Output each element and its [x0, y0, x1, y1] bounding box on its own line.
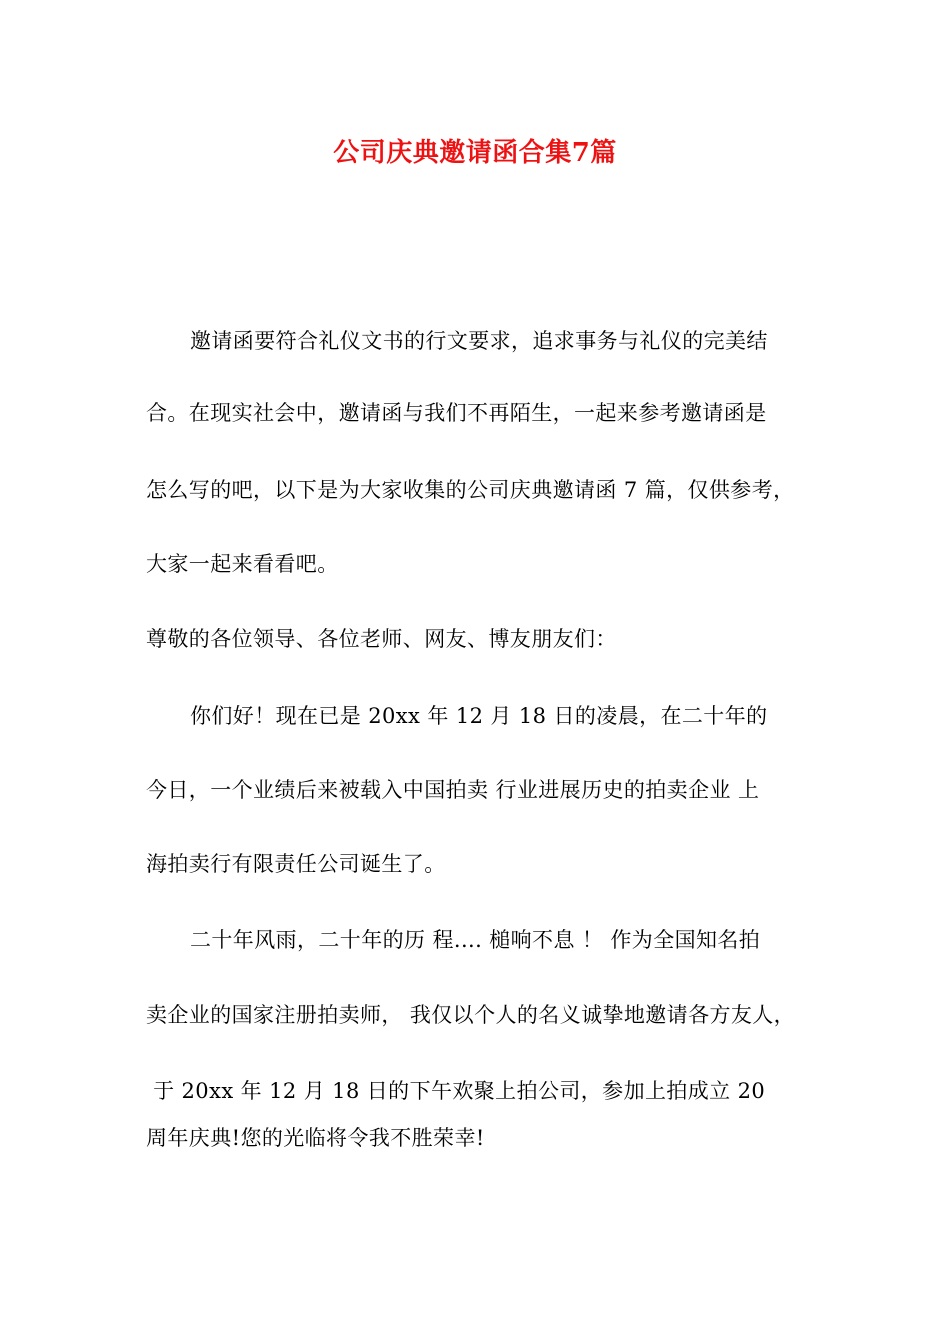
paragraph-line: 二十年风雨，二十年的历 程.... 槌响不息 ！ 作为全国知名拍	[190, 928, 761, 952]
paragraph-line: 周年庆典!您的光临将令我不胜荣幸!	[146, 1126, 485, 1150]
paragraph-line: 大家一起来看看吧。	[146, 552, 339, 576]
paragraph-line: 你们好！现在已是 20xx 年 12 月 18 日的凌晨，在二十年的	[190, 704, 768, 728]
paragraph-line: 怎么写的吧，以下是为大家收集的公司庆典邀请函 7 篇，仅供参考，	[146, 478, 795, 502]
salutation-line: 尊敬的各位领导、各位老师、网友、博友朋友们：	[146, 627, 617, 651]
page-title: 公司庆典邀请函合集7篇	[333, 138, 617, 168]
paragraph-line: 于 20xx 年 12 月 18 日的下午欢聚上拍公司，参加上拍成立 20	[146, 1079, 766, 1103]
paragraph-line: 合。在现实社会中，邀请函与我们不再陌生，一起来参考邀请函是	[146, 401, 767, 425]
paragraph-line: 今日，一个业绩后来被载入中国拍卖 行业进展历史的拍卖企业 上	[146, 778, 760, 802]
paragraph-line: 邀请函要符合礼仪文书的行文要求，追求事务与礼仪的完美结	[190, 329, 768, 353]
paragraph-line: 卖企业的国家注册拍卖师， 我仅以个人的名义诚挚地邀请各方友人，	[146, 1003, 796, 1027]
paragraph-line: 海拍卖行有限责任公司诞生了。	[146, 852, 446, 876]
